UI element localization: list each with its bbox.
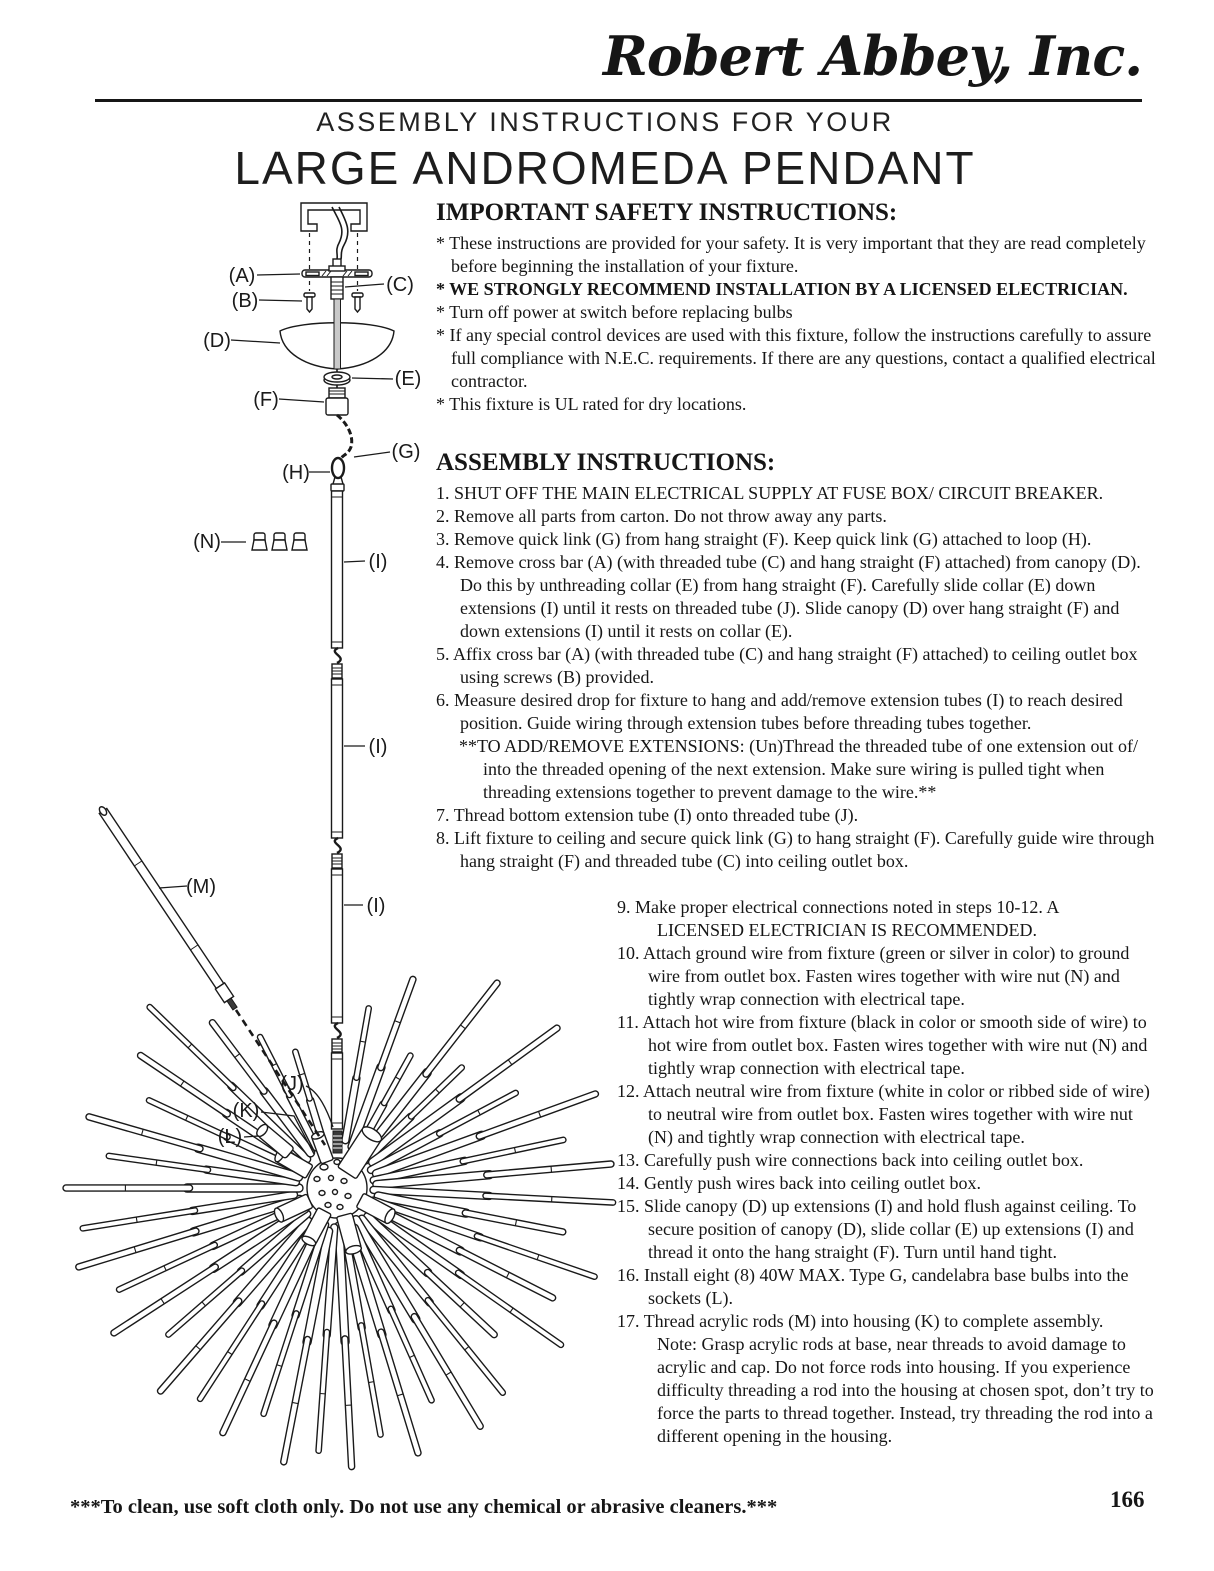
step-line [617,942,1158,1011]
step-number: 10. [617,943,640,963]
stem [334,299,341,369]
step-number: 16. [617,1265,640,1285]
assembly-step [617,942,1158,1011]
step-number: 5. [436,644,450,664]
wire-nut-n [272,533,287,550]
assembly-step [617,1310,1158,1448]
safety-item-text: * This fixture is UL rated for dry locations. [436,394,747,414]
diagram-label-a: (A) [228,265,256,287]
leader-f [279,399,324,402]
step-number: 13. [617,1150,640,1170]
step-number: 11. [617,1012,639,1032]
threaded-tube-j [333,1131,342,1153]
leader-b [259,300,302,301]
step-note: LICENSED ELECTRICIAN IS RECOMMENDED. [657,920,1037,940]
step-number: 6. [436,690,450,710]
leader-i1 [344,561,365,562]
diagram-label-i: (I) [368,551,388,573]
step-text: Install eight (8) 40W MAX. Type G, candelabra base bulbs into the sockets (L). [644,1265,1129,1308]
diagram-label-g: (G) [391,441,421,463]
assembly-step [617,1011,1158,1080]
diagram-label-m: (M) [186,876,216,898]
leader-g [354,452,390,457]
leader-d [231,340,280,343]
step-note: Note: Grasp acrylic rods at base, near threads to avoid damage to acrylic and cap. Do not force rods into housing. If you experience difficulty threading a rod into the housing at chosen spot, don’t try to force the parts to thread together. Instead, try threading the rod into a different opening in the housing. [657,1334,1154,1446]
acrylic-rod-m [98,805,237,1009]
wire-slack [335,648,341,663]
threaded-coupling [332,1039,342,1052]
cleaning-note: ***To clean, use soft cloth only. Do not use any chemical or abrasive cleaners.*** [70,1496,778,1518]
assembly-step [617,1149,1158,1172]
safety-item-text: * WE STRONGLY RECOMMEND INSTALLATION BY A LICENSED ELECTRICIAN. [436,279,1128,299]
step-line [617,896,1158,919]
extension-tube-i [332,491,343,648]
step-text: Thread bottom extension tube (I) onto threaded tube (J). [453,805,859,825]
step-number: 9. [617,897,631,917]
assembly-step [617,896,1158,942]
threaded-coupling [332,854,342,868]
threaded-tube-c [331,277,343,299]
step-text: Make proper electrical connections noted in steps 10-12. A [635,897,1060,917]
page-subtitle: ASSEMBLY INSTRUCTIONS FOR YOUR [316,107,894,137]
diagram-label-e: (E) [394,368,422,390]
step-number: 14. [617,1173,640,1193]
step-number: 2. [436,506,450,526]
cross-bar-a [302,266,372,277]
diagram-label-c: (C) [386,274,414,296]
assembly-step [617,1080,1158,1149]
leader-c [345,284,384,287]
collar-e [324,372,350,385]
step-text: Remove all parts from carton. Do not throw away any parts. [454,506,887,526]
step-line [617,1310,1158,1333]
brand-logotype: Robert Abbey, Inc. [603,24,1142,88]
step-number: 8. [436,828,450,848]
step-text: Slide canopy (D) up extensions (I) and hold flush against ceiling. To secure position of canopy (D), slide collar (E) up extensions (I) and thread it onto the hang straight (F). Turn until hand tight. [644,1196,1137,1262]
diagram-label-h: (H) [282,462,310,484]
diagram-label-i: (I) [366,895,386,917]
step-text: Thread acrylic rods (M) into housing (K) to complete assembly. [643,1311,1104,1331]
diagram-label-l: (L) [217,1126,243,1148]
ceiling-outlet-box [301,203,367,231]
wire-slack [335,838,341,853]
step-text: Attach neutral wire from fixture (white in color or ribbed side of wire) to neutral wire from outlet box. Fasten wires together with wire nut (N) and tightly wrap connection with electrical tape. [643,1081,1150,1147]
safety-heading: IMPORTANT SAFETY INSTRUCTIONS: [436,199,898,226]
step-number: 3. [436,529,450,549]
diagram-label-j: (J) [280,1073,304,1095]
diagram-label-f: (F) [253,389,279,411]
screw-b [352,293,363,312]
step-number: 4. [436,552,450,572]
diagram-label-k: (K) [232,1100,260,1122]
extension-tube-i [332,1053,343,1129]
assembly-step [617,1195,1158,1264]
step-text: Remove cross bar (A) (with threaded tube (C) and hang straight (F) attached) from canopy (D). Do this by unthreading collar (E) from hang straight (F). Carefully slide collar (E) down extensions (I) until it rests on threaded tube (J). Slide canopy (D) over hang straight (F) and down extensions (I) until it rests on collar (E). [454,552,1141,641]
step-line [617,1011,1158,1080]
wire-nut-n [252,533,267,550]
assembly-step [617,1264,1158,1310]
step-line [617,1195,1158,1264]
step-line [617,1149,1158,1172]
step-line [617,1264,1158,1310]
threaded-coupling [332,664,342,678]
step-text: SHUT OFF THE MAIN ELECTRICAL SUPPLY AT FUSE BOX/ CIRCUIT BREAKER. [454,483,1104,503]
safety-item-text: * If any special control devices are used with this fixture, follow the instructions carefully to assure full compliance with N.E.C. requirements. If there are any questions, contact a qualified electrical contractor. [436,325,1156,391]
step-number: 17. [617,1311,640,1331]
step-text: Remove quick link (G) from hang straight (F). Keep quick link (G) attached to loop (H). [454,529,1092,549]
header-rule [95,99,1142,102]
step-number: 15. [617,1196,640,1216]
step-number: 1. [436,483,450,503]
step-text: Lift fixture to ceiling and secure quick link (G) to hang straight (F). Carefully guide wire through hang straight (F) and threaded tube (C) into ceiling outlet box. [454,828,1155,871]
assembly-step [617,1172,1158,1195]
diagram-label-n: (N) [193,531,221,553]
pendant-parts-diagram [40,193,620,1488]
step-text: Attach hot wire from fixture (black in color or smooth side of wire) to hot wire from outlet box. Fasten wires together with wire nut (N) and tightly wrap connection with electrical tape. [642,1012,1148,1078]
step-note: **TO ADD/REMOVE EXTENSIONS: (Un)Thread the threaded tube of one extension out of/ into the threaded opening of the next extension. Make sure wiring is pulled tight when threading extensions together to prevent damage to the wire.** [459,736,1139,802]
page-title: LARGE ANDROMEDA PENDANT [234,142,976,194]
step-text: Carefully push wire connections back into ceiling outlet box. [644,1150,1084,1170]
wire-slack [335,1023,341,1038]
diagram-label-i: (I) [368,736,388,758]
leader-e [352,378,393,379]
assembly-heading: ASSEMBLY INSTRUCTIONS: [436,449,776,476]
safety-item-text: * Turn off power at switch before replacing bulbs [436,302,793,322]
wire-nut-n [292,533,307,550]
step-text: Measure desired drop for fixture to hang and add/remove extension tubes (I) to reach desired position. Guide wiring through extension tubes before threading tubes together. [454,690,1123,733]
step-line [617,1080,1158,1149]
extension-tube-i [332,869,343,1023]
safety-item-text: * These instructions are provided for your safety. It is very important that they are read completely before beginning the installation of your fixture. [436,233,1146,276]
assembly-steps-9-17-column [617,896,1158,1448]
leader-a [257,274,300,275]
diagram-label-b: (B) [231,290,259,312]
quick-link-g [337,415,352,460]
step-number: 7. [436,805,450,825]
tube-cap [331,484,344,491]
assembly-steps-9-17 [617,896,1158,1448]
step-text: Affix cross bar (A) (with threaded tube (C) and hang straight (F) attached) to ceiling outlet box using screws (B) provided. [453,644,1138,687]
hang-straight-f [326,388,348,415]
page-number: 166 [1110,1487,1145,1512]
diagram-label-d: (D) [203,330,231,352]
screw-b [304,293,315,312]
extension-tube-i [332,679,343,838]
leader-m [159,886,187,888]
step-number: 12. [617,1081,640,1101]
step-text: Attach ground wire from fixture (green or silver in color) to ground wire from outlet box. Fasten wires together with wire nut (N) and tightly wrap connection with electrical tape. [643,943,1130,1009]
supply-wire [339,207,348,259]
step-text: Gently push wires back into ceiling outlet box. [644,1173,981,1193]
loop-h [332,458,344,478]
step-line [617,1172,1158,1195]
supply-wire [332,207,342,259]
